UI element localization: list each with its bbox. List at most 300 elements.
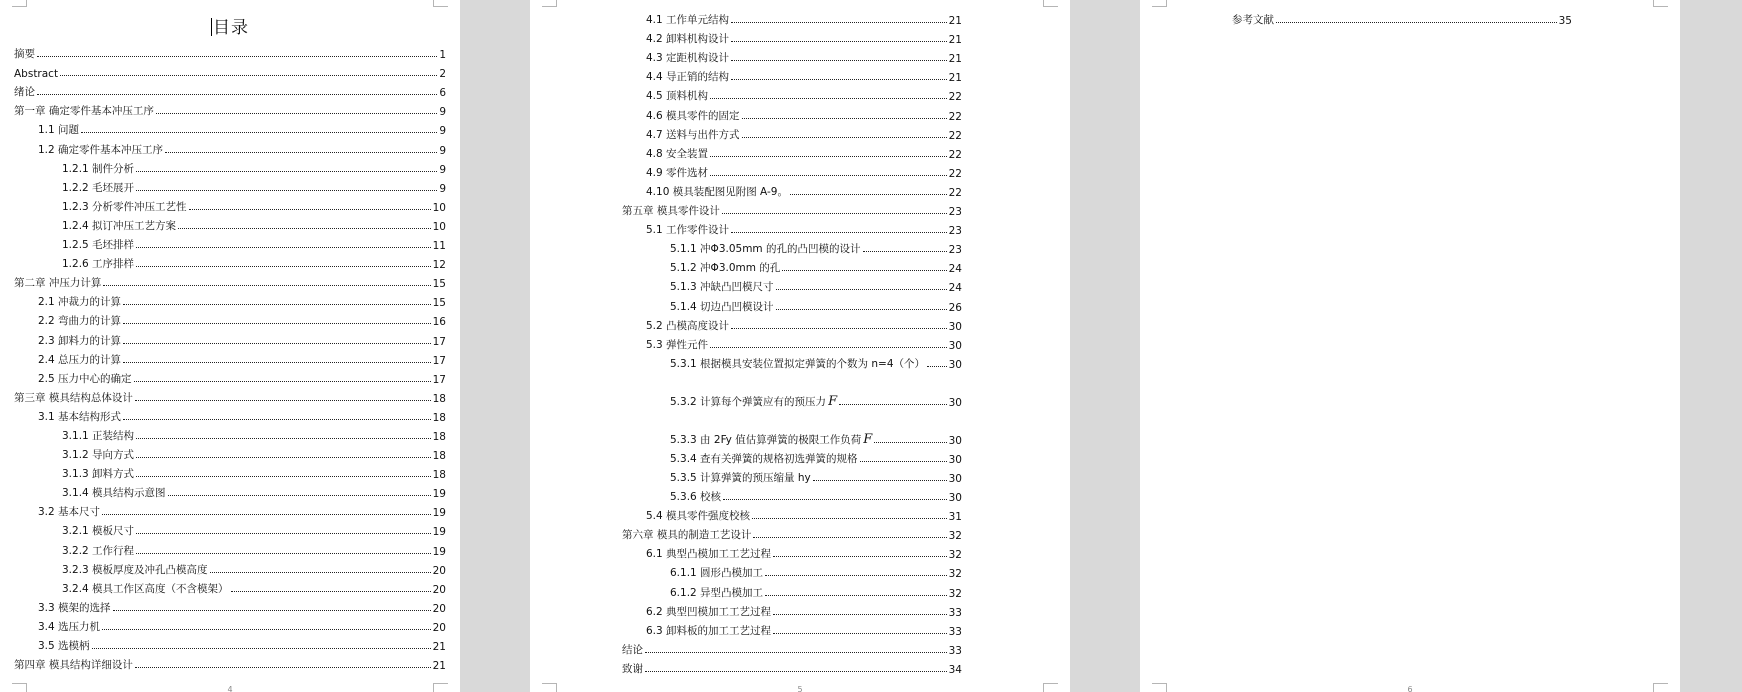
dot-leader	[765, 575, 947, 576]
toc-entry-page-number: 22	[948, 129, 962, 142]
toc-entry-page-number: 23	[948, 225, 962, 238]
toc-entry-text: 1.2.2 毛坯展开	[62, 181, 135, 194]
toc-entry-text: 1.2.6 工序排样	[62, 258, 135, 271]
toc-entry-page-number: 23	[948, 244, 962, 257]
toc-entry-page-number: 18	[432, 430, 446, 443]
toc-entry-page-number: 21	[948, 15, 962, 28]
toc-entry-page-number: 24	[948, 263, 962, 276]
toc-entry-text: 摘要	[14, 48, 35, 61]
toc-entry-text: 4.7 送料与出件方式	[646, 128, 740, 141]
dot-leader	[731, 60, 947, 61]
toc-entry[interactable]	[14, 233, 446, 252]
toc-entry[interactable]	[622, 352, 962, 371]
toc-entry-label	[670, 299, 774, 314]
toc-entry-text: 6.1 典型凸模加工工艺过程	[646, 548, 772, 561]
toc-entry-label	[646, 508, 750, 523]
toc-entry[interactable]	[14, 405, 446, 424]
toc-entry[interactable]	[14, 328, 446, 347]
toc-list	[622, 8, 962, 676]
toc-entry-label	[670, 241, 861, 256]
dot-leader	[92, 648, 431, 649]
toc-entry-label	[62, 180, 134, 195]
toc-entry-page-number: 21	[948, 34, 962, 47]
toc-entry-label	[38, 600, 111, 615]
toc-entry-text: 第二章 冲压力计算	[14, 277, 102, 290]
dot-leader	[136, 190, 437, 191]
toc-entry[interactable]	[14, 386, 446, 405]
dot-leader	[645, 652, 947, 653]
toc-entry-label	[38, 504, 100, 519]
toc-entry-label	[670, 451, 858, 466]
toc-entry-page-number: 21	[432, 641, 446, 653]
toc-entry[interactable]	[622, 466, 962, 485]
toc-entry-page-number: 17	[432, 373, 446, 386]
dot-leader	[123, 419, 431, 420]
toc-entry-page-number: 9	[439, 163, 446, 176]
toc-entry-label	[646, 165, 708, 180]
toc-entry[interactable]	[622, 333, 962, 352]
toc-entry[interactable]	[622, 180, 962, 199]
toc-entry-label	[38, 619, 100, 634]
toc-entry-page-number: 2	[439, 68, 446, 81]
toc-entry-label	[14, 84, 35, 99]
toc-entry-page-number: 18	[432, 392, 446, 405]
toc-entry-text: 4.9 零件选材	[646, 166, 709, 179]
toc-entry[interactable]	[622, 638, 962, 657]
toc-entry-text: 4.1 工作单元结构	[646, 14, 730, 27]
toc-entry-page-number: 20	[432, 564, 446, 577]
toc-entry-label	[62, 581, 229, 596]
toc-entry-label	[670, 585, 763, 600]
toc-entry-text: 3.1.1 正装结构	[62, 429, 135, 442]
toc-entry-page-number: 21	[948, 53, 962, 66]
dot-leader	[136, 247, 431, 248]
toc-entry-text: 3.2.4 模具工作区高度（不含模架）	[62, 582, 229, 595]
toc-entry-label	[622, 642, 643, 657]
toc-entry-text: 5.3.5 计算弹簧的预压缩量 hy	[670, 471, 811, 484]
toc-entry-page-number: 22	[948, 110, 962, 123]
toc-entry-label	[646, 146, 708, 161]
toc-entry[interactable]	[622, 199, 962, 218]
toc-entry-text: 3.2.1 模板尺寸	[62, 525, 135, 538]
dot-leader	[813, 480, 947, 481]
toc-entry[interactable]	[14, 137, 446, 156]
toc-entry-label	[670, 470, 811, 485]
toc-entry-text: 1.2.3 分析零件冲压工艺性	[62, 200, 187, 213]
toc-entry[interactable]	[14, 271, 446, 290]
toc-entry[interactable]	[622, 46, 962, 65]
toc-entry[interactable]	[622, 294, 962, 313]
toc-entry-text: 3.1.4 模具结构示意图	[62, 487, 166, 500]
toc-entry[interactable]	[14, 176, 446, 195]
toc-entry-text: 致谢	[622, 662, 643, 675]
toc-entry[interactable]	[14, 558, 446, 577]
toc-entry-label	[622, 527, 751, 542]
toc-entry-page-number: 21	[432, 660, 446, 673]
toc-entry[interactable]	[14, 481, 446, 500]
toc-entry-page-number: 22	[948, 167, 962, 180]
toc-entry-text: 第六章 模具的制造工艺设计	[622, 529, 752, 542]
toc-entry-text: 6.3 卸料板的加工工艺过程	[646, 624, 772, 637]
dot-leader	[645, 671, 947, 672]
toc-entry-label	[646, 88, 708, 103]
toc-entry-label	[38, 142, 163, 157]
toc-entry-label	[670, 279, 774, 294]
toc-list	[1232, 8, 1572, 27]
toc-entry[interactable]	[14, 42, 446, 61]
toc-entry[interactable]	[14, 443, 446, 462]
toc-entry-label	[646, 623, 771, 638]
toc-entry-page-number: 24	[948, 282, 962, 295]
toc-entry[interactable]	[622, 237, 962, 256]
toc-entry[interactable]	[622, 65, 962, 84]
dot-leader	[731, 22, 947, 23]
dot-leader	[165, 152, 437, 153]
page-number: 6	[1407, 685, 1413, 692]
toc-entry[interactable]	[622, 504, 962, 523]
document-page	[530, 0, 1070, 692]
dot-leader	[776, 289, 947, 290]
toc-entry[interactable]	[14, 195, 446, 214]
toc-entry-label	[62, 447, 134, 462]
toc-entry[interactable]	[622, 542, 962, 561]
toc-entry-label	[62, 466, 134, 481]
toc-entry-text: 4.3 定距机构设计	[646, 52, 730, 65]
toc-entry-page-number: 19	[432, 507, 446, 520]
toc-entry-label	[62, 256, 134, 271]
toc-entry-label	[62, 523, 134, 538]
toc-entry-label	[38, 638, 90, 653]
dot-leader	[123, 362, 431, 363]
dot-leader	[927, 366, 947, 367]
toc-entry-page-number: 32	[948, 587, 962, 600]
toc-entry-text: 第四章 模具结构详细设计	[14, 659, 133, 672]
toc-entry[interactable]	[14, 309, 446, 328]
toc-entry-text: 4.5 顶料机构	[646, 90, 709, 103]
toc-entry-label	[646, 318, 729, 333]
toc-entry-page-number: 32	[948, 530, 962, 543]
dot-leader	[136, 457, 431, 458]
toc-entry[interactable]	[622, 619, 962, 638]
dot-leader	[123, 304, 431, 305]
page-gutter	[1680, 0, 1742, 692]
dot-leader	[839, 404, 947, 405]
toc-entry-label	[646, 337, 708, 352]
toc-entry-text: 第一章 确定零件基本冲压工序	[14, 105, 154, 118]
dot-leader	[136, 438, 431, 439]
toc-entry-text: 2.4 总压力的计算	[38, 353, 122, 366]
toc-entry-label	[646, 50, 729, 65]
toc-entry[interactable]	[622, 580, 962, 599]
dot-leader	[710, 175, 947, 176]
toc-entry-label	[38, 333, 121, 348]
toc-entry[interactable]	[14, 61, 446, 80]
toc-entry-text: 5.4 模具零件强度校核	[646, 510, 751, 523]
dot-leader	[136, 553, 431, 554]
toc-entry[interactable]	[622, 142, 962, 161]
toc-entry-text: 4.8 安全装置	[646, 147, 709, 160]
toc-entry-text: 5.2 凸模高度设计	[646, 319, 730, 332]
dot-leader	[874, 442, 946, 443]
toc-entry-text: 3.1.3 卸料方式	[62, 468, 135, 481]
toc-entry-text: 2.1 冲裁力的计算	[38, 296, 122, 309]
toc-entry-text: 参考文献	[1232, 14, 1274, 27]
toc-entry-label	[62, 485, 166, 500]
toc-entry-text: 5.3.6 校核	[670, 491, 722, 504]
toc-entry-page-number: 10	[432, 201, 446, 214]
toc-entry-text: 2.3 卸料力的计算	[38, 334, 122, 347]
toc-entry[interactable]	[14, 424, 446, 443]
toc-entry[interactable]	[622, 523, 962, 542]
toc-entry[interactable]	[622, 485, 962, 504]
toc-entry-label	[646, 108, 740, 123]
toc-entry[interactable]	[622, 314, 962, 333]
toc-entry[interactable]	[14, 634, 446, 653]
toc-entry[interactable]	[14, 615, 446, 634]
toc-entry-label	[38, 294, 121, 309]
toc-entry-text: 4.4 导正销的结构	[646, 71, 730, 84]
toc-entry-label	[646, 222, 729, 237]
dot-leader	[742, 137, 947, 138]
dot-leader	[136, 171, 437, 172]
toc-heading-text: 目录	[213, 18, 249, 38]
toc-entry[interactable]	[622, 657, 962, 676]
dot-leader	[103, 285, 430, 286]
toc-entry-page-number: 22	[948, 148, 962, 161]
toc-entry[interactable]	[622, 256, 962, 275]
dot-leader	[773, 556, 947, 557]
toc-entry[interactable]	[14, 99, 446, 118]
dot-leader	[710, 156, 947, 157]
toc-entry-page-number: 15	[432, 278, 446, 291]
toc-entry-label	[1232, 12, 1274, 27]
toc-entry[interactable]	[14, 157, 446, 176]
toc-entry-page-number: 33	[948, 644, 962, 657]
toc-entry-label	[14, 390, 133, 405]
toc-entry-label	[670, 356, 925, 371]
toc-entry-page-number: 9	[439, 182, 446, 195]
toc-entry-page-number: 20	[432, 583, 446, 596]
dot-leader	[136, 266, 431, 267]
toc-entry[interactable]	[622, 447, 962, 466]
toc-entry-text: 3.2.3 模板厚度及冲孔凸模高度	[62, 563, 208, 576]
toc-entry-page-number: 30	[948, 453, 962, 466]
toc-entry-page-number: 18	[432, 411, 446, 424]
toc-entry-page-number: 12	[432, 259, 446, 272]
dot-leader	[102, 514, 431, 515]
toc-entry-page-number: 1	[439, 49, 446, 62]
toc-entry-page-number: 19	[432, 545, 446, 558]
page-corner-mark	[1043, 0, 1058, 7]
page-corner-mark	[1653, 0, 1668, 7]
toc-entry-text: 3.5 选模柄	[38, 640, 90, 652]
page-number: 4	[227, 685, 233, 692]
toc-entry-label	[14, 68, 58, 80]
toc-entry[interactable]	[14, 500, 446, 519]
toc-entry-page-number: 32	[948, 568, 962, 581]
dot-leader	[773, 614, 947, 615]
toc-entry-text: 3.4 选压力机	[38, 620, 101, 633]
toc-entry-label	[14, 46, 35, 61]
toc-entry-text: 5.3.1 根据模具安装位置拟定弹簧的个数为 n=4（个）	[670, 357, 926, 370]
toc-entry-label	[14, 103, 154, 118]
dot-leader	[753, 537, 946, 538]
toc-entry[interactable]	[1232, 8, 1572, 27]
dot-leader	[742, 118, 947, 119]
dot-leader	[136, 476, 431, 477]
toc-entry-text: 2.5 压力中心的确定	[38, 372, 132, 385]
toc-heading[interactable]	[14, 12, 446, 42]
toc-entry-page-number: 6	[439, 87, 446, 100]
toc-entry[interactable]	[622, 275, 962, 294]
toc-entry[interactable]	[14, 519, 446, 538]
toc-entry[interactable]	[622, 161, 962, 180]
toc-entry-text: 第五章 模具零件设计	[622, 205, 720, 218]
toc-entry-page-number: 17	[432, 335, 446, 348]
toc-entry-page-number: 33	[948, 625, 962, 638]
toc-entry-page-number: 9	[439, 125, 446, 138]
toc-entry[interactable]	[14, 252, 446, 271]
toc-entry-label	[670, 489, 721, 504]
toc-entry-text: 1.2 确定零件基本冲压工序	[38, 143, 164, 156]
dot-leader	[710, 98, 947, 99]
toc-entry-label	[646, 184, 788, 199]
dot-leader	[123, 323, 431, 324]
dot-leader	[860, 461, 947, 462]
toc-entry-page-number: 17	[432, 354, 446, 367]
toc-entry-page-number: 31	[948, 511, 962, 524]
formula-symbol: F	[863, 431, 873, 447]
toc-entry-page-number: 30	[948, 358, 962, 371]
toc-entry-page-number: 18	[432, 450, 446, 463]
toc-entry-text: 4.6 模具零件的固定	[646, 109, 740, 122]
toc-entry[interactable]	[14, 367, 446, 386]
page-number: 5	[797, 685, 803, 692]
toc-entry-text: 5.1.1 冲Φ3.05mm 的孔的凸凹模的设计	[670, 243, 861, 256]
toc-entry[interactable]	[14, 538, 446, 557]
toc-entry[interactable]	[14, 577, 446, 596]
formula-symbol: F	[828, 393, 838, 409]
toc-entry[interactable]	[14, 348, 446, 367]
toc-entry-label	[62, 543, 134, 558]
toc-entry-label	[646, 69, 729, 84]
dot-leader	[765, 595, 947, 596]
toc-entry-label	[646, 604, 771, 619]
toc-entry[interactable]	[14, 118, 446, 137]
toc-entry[interactable]	[14, 214, 446, 233]
dot-leader	[723, 499, 947, 500]
toc-entry[interactable]	[622, 561, 962, 580]
document-page	[1140, 0, 1680, 692]
toc-entry[interactable]	[622, 409, 962, 447]
dot-leader	[863, 251, 947, 252]
toc-entry-page-number: 22	[948, 91, 962, 104]
dot-leader	[102, 629, 431, 630]
toc-entry-text: 3.2 基本尺寸	[38, 506, 101, 519]
toc-entry-page-number: 30	[948, 339, 962, 352]
toc-entry-label	[62, 218, 176, 233]
toc-entry-label	[62, 562, 208, 577]
toc-entry-text: 5.3.2 计算每个弹簧应有的预压力	[670, 395, 827, 408]
dot-leader	[156, 113, 437, 114]
page-corner-mark	[433, 0, 448, 7]
toc-entry[interactable]	[622, 8, 962, 27]
toc-entry-label	[62, 161, 134, 176]
toc-entry-label	[646, 127, 740, 142]
toc-entry-text: 3.1 基本结构形式	[38, 410, 122, 423]
toc-entry-text: Abstract	[14, 68, 59, 81]
toc-entry[interactable]	[622, 27, 962, 46]
toc-entry-text: 6.2 典型凹模加工工艺过程	[646, 605, 772, 618]
toc-entry[interactable]	[622, 218, 962, 237]
toc-entry[interactable]	[622, 600, 962, 619]
toc-entry-label	[646, 31, 729, 46]
toc-entry[interactable]	[622, 84, 962, 103]
toc-entry-page-number: 34	[948, 663, 962, 676]
toc-entry-label	[38, 313, 121, 328]
toc-entry-label	[622, 661, 643, 676]
page-corner-mark	[542, 0, 557, 7]
toc-entry-label	[38, 352, 121, 367]
toc-entry[interactable]	[14, 462, 446, 481]
dot-leader	[722, 213, 947, 214]
page-gutter	[1070, 0, 1140, 692]
toc-entry-page-number: 30	[948, 492, 962, 505]
toc-entry[interactable]	[622, 123, 962, 142]
dot-leader	[168, 495, 431, 496]
toc-entry-page-number: 20	[432, 621, 446, 634]
dot-leader	[113, 610, 431, 611]
toc-entry-page-number: 9	[439, 144, 446, 157]
dot-leader	[1276, 22, 1557, 23]
toc-entry-text: 4.10 模具装配图见附图 A-9。	[646, 185, 788, 198]
toc-entry-page-number: 30	[948, 320, 962, 333]
toc-entry-label	[622, 203, 720, 218]
toc-entry-page-number: 30	[948, 396, 962, 409]
dot-leader	[37, 94, 437, 95]
toc-entry-label	[62, 199, 187, 214]
toc-entry[interactable]	[14, 290, 446, 309]
toc-entry[interactable]	[14, 596, 446, 615]
dot-leader	[136, 533, 431, 534]
toc-entry-label	[14, 275, 101, 290]
toc-entry-page-number: 11	[432, 240, 446, 253]
toc-entry-page-number: 32	[948, 549, 962, 562]
toc-entry[interactable]	[622, 103, 962, 122]
toc-entry-page-number: 30	[948, 472, 962, 485]
toc-entry-page-number: 26	[948, 301, 962, 314]
dot-leader	[790, 194, 947, 195]
toc-entry[interactable]	[14, 80, 446, 99]
toc-entry-label	[670, 260, 780, 275]
toc-entry[interactable]	[622, 371, 962, 409]
toc-entry-page-number: 19	[432, 488, 446, 501]
toc-entry-label	[62, 237, 134, 252]
dot-leader	[752, 518, 947, 519]
toc-entry[interactable]	[14, 653, 446, 672]
toc-entry-text: 5.3.3 由 2Fy 值估算弹簧的极限工作负荷	[670, 433, 862, 446]
dot-leader	[81, 132, 437, 133]
dot-leader	[731, 328, 947, 329]
toc-entry-page-number: 10	[432, 220, 446, 233]
dot-leader	[210, 572, 431, 573]
toc-entry-label	[62, 428, 134, 443]
page-corner-mark	[1152, 0, 1167, 7]
toc-entry-text: 5.1.3 冲缺凸凹模尺寸	[670, 281, 774, 294]
dot-leader	[731, 232, 947, 233]
dot-leader	[189, 209, 431, 210]
toc-entry-text: 3.2.2 工作行程	[62, 544, 135, 557]
